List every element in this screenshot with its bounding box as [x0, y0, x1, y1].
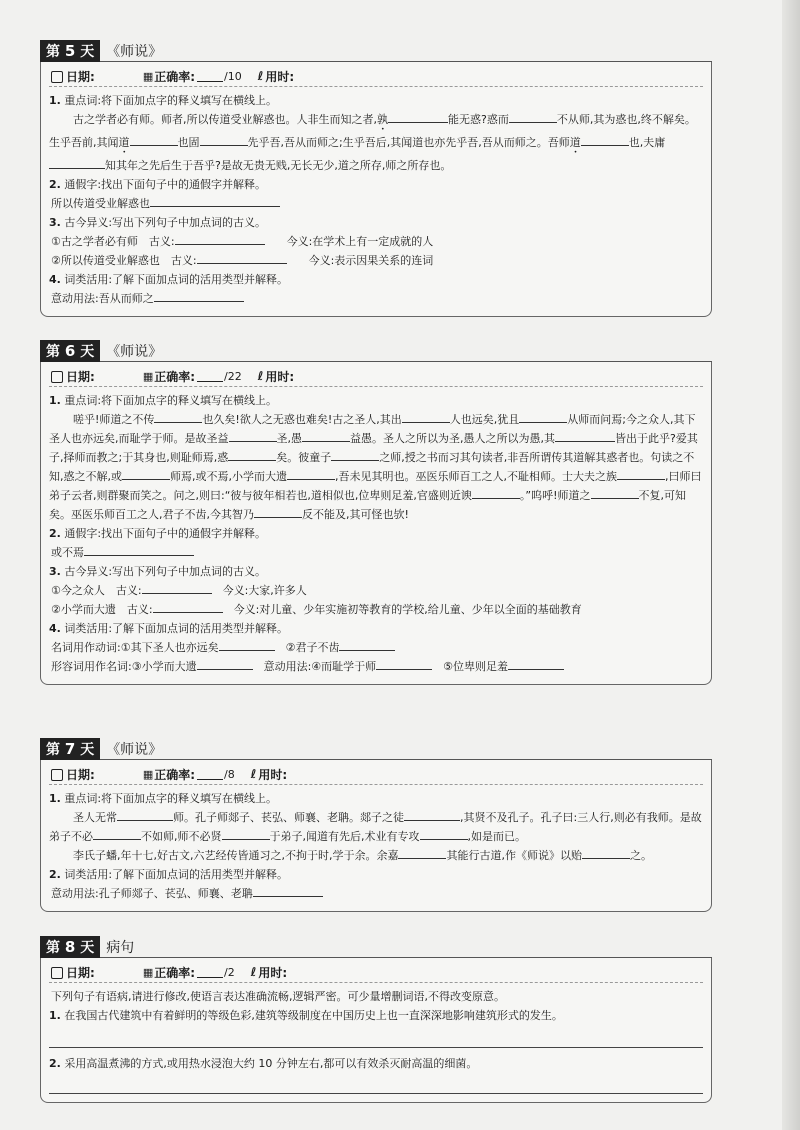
day8-intro: 下列句子有语病,请进行修改,使语言表达准确流畅,逻辑严密。可少量增删词语,不得改变原意。 — [51, 990, 505, 1003]
grid-icon: ▦ — [142, 965, 153, 979]
day8-header — [40, 936, 712, 958]
day6-passage: 嗟乎!师道之不传 也久矣!欲人之无惑也难矣!古之圣人,其出 人也远矣,犹且 从师而问焉;今之众人,其下圣人也亦远矣,而耻学于师。是故圣益 圣,愚 益愚。圣人之所以为圣,愚人之所以为愚,其 皆出于此乎?爱其子,择师而教之;于其身也,则耻师焉,惑 矣。彼童子 之师,授之书而习其句读者,非吾所谓传其道解其惑者也。句读之不知,惑之不解,或 师焉,或不焉,小学而大遗 ,吾未见其明也。巫医乐师百工之人,不耻相师。士大夫之族 ,曰师曰弟子云者,则群聚而笑之。问之,则曰:“彼与彼年相若也,道相似也,位卑则足羞,官盛则近谀 。”呜呼!师道之 不复,可知矣。巫医乐师百工之人,君子不齿,今其智乃 反不能及,其可怪也欤! — [49, 410, 703, 524]
calendar-icon — [51, 967, 63, 979]
day7-section — [40, 738, 712, 912]
day5-meta: 日期: ▦ 正确率: /10 ℓ 用时: — [49, 66, 703, 87]
day5-section — [40, 40, 712, 317]
day6-topic: 《师说》 — [106, 344, 163, 360]
day8-topic: 病句 — [106, 940, 135, 956]
accuracy-blank[interactable] — [197, 71, 223, 82]
accuracy-blank[interactable] — [197, 967, 223, 978]
day8-box: 日期: ▦ 正确率: /2 ℓ 用时: 下列句子有语病,请进行修改,使语言表达准确流畅,逻辑严密。可少量增删词语,不得改变原意。 1. 在我国古代建筑中有着鲜明的等级色彩,建筑等级制度在中国历史上也一直深深地影响建筑形式的发生。 2. 采用高温煮沸的方式,或用热水浸泡大约 10 分钟左右,都可以有效杀灭耐高温的细菌。 — [40, 958, 712, 1103]
pen-icon: ℓ — [257, 369, 264, 383]
day6-tag: 第 6 天 — [40, 340, 100, 362]
day7-passage-2: 李氏子蟠,年十七,好古文,六艺经传皆通习之,不拘于时,学于余。余嘉 其能行古道,作《师说》以贻 之。 — [49, 846, 703, 865]
day7-passage: 圣人无常 师。孔子师郯子、苌弘、师襄、老聃。郯子之徒 ,其贤不及孔子。孔子曰:三人行,则必有我师。是故弟子不必 不如师,师不必贤 于弟子,闻道有先后,术业有专攻 ,如是而已。 — [49, 808, 703, 846]
day5-tag: 第 5 天 — [40, 40, 100, 62]
accuracy-blank[interactable] — [197, 769, 223, 780]
day7-tag: 第 7 天 — [40, 738, 100, 760]
day5-topic: 《师说》 — [106, 44, 163, 60]
day6-box: 日期: ▦ 正确率: /22 ℓ 用时: 1. 重点词:将下面加点字的释义填写在横线上。 嗟乎!师道之不传 也久矣!欲人之无惑也难矣!古之圣人,其出 人也远矣,犹且 从师而问焉;今之众人,其下圣人也亦远矣,而耻学于师。是故圣益 圣,愚 益愚。圣人之所以为圣,愚人之所以为愚,其 皆出于此乎?爱其子,择师而教之;于其身也,则耻师焉,惑 矣。彼童子 之师,授之书而习其句读者,非吾所谓传其道解其惑者也。句读之不知,惑之不解,或 师焉,或不焉,小学而大遗 ,吾未见其明也。巫医乐师百工之人,不耻相师。士大夫之族 ,曰师曰弟子云者,则群聚而笑之。问之,则曰:“彼与彼年相若也,道相似也,位卑则足羞,官盛则近谀 。”呜呼!师道之 不复,可知矣。巫医乐师百工之人,君子不齿,今其智乃 反不能及,其可怪也欤! 2. 通假字:找出下面句子中的通假字并解释。 或不焉 3. 古今异义:写出下列句子中加点词的古义。 ①今之众人 古义: 今义:大家,许多人 ②小学而大遗 古义: 今义:对儿童、少年实施初等教育的学校,给儿童、少年以全面的基础教育 4. 词类活用:了解下面加点词的活用类型并解释。 名词用作动词:①其下圣人也亦远矣 ②君子不齿 形容词用作名词:③小学而大遗 意动用法:④而耻学于师 ⑤位卑则足羞 — [40, 362, 712, 685]
day7-box: 日期: ▦ 正确率: /8 ℓ 用时: 1. 重点词:将下面加点字的释义填写在横线上。 圣人无常 师。孔子师郯子、苌弘、师襄、老聃。郯子之徒 ,其贤不及孔子。孔子曰:三人行,则必有我师。是故弟子不必 不如师,师不必贤 于弟子,闻道有先后,术业有专攻 ,如是而已。 李氏子蟠,年十七,好古文,六艺经传皆通习之,不拘于时,学于余。余嘉 其能行古道,作《师说》以贻 之。 2. 词类活用:了解下面加点词的活用类型并解释。 意动用法:孔子师郯子、苌弘、师襄、老聃 — [40, 760, 712, 912]
calendar-icon — [51, 71, 63, 83]
calendar-icon — [51, 769, 63, 781]
pen-icon: ℓ — [250, 767, 257, 781]
day7-meta: 日期: ▦ 正确率: /8 ℓ 用时: — [49, 764, 703, 785]
calendar-icon — [51, 371, 63, 383]
day5-header — [40, 40, 712, 62]
day5-box: 日期: ▦ 正确率: /10 ℓ 用时: 1. 重点词:将下面加点字的释义填写在横线上。 古之学者必有师。师者,所以传道受业解惑也。人非生而知之者,孰 能无惑?惑而 不从师,其为惑也,终不解矣。生乎吾前,其闻道 也固 先乎吾,吾从而师之;生乎吾后,其闻道也亦先乎吾,吾从而师之。吾师道 也,夫庸知其年之先后生于吾乎?是故无贵无贱,无长无少,道之所存,师之所存也。 2. 通假字:找出下面句子中的通假字并解释。 所以传道受业解惑也 3. 古今异义:写出下列句子中加点词的古义。 ①古之学者必有师 古义: 今义:在学术上有一定成就的人 ②所以传道受业解惑也 古义: 今义:表示因果关系的连词 4. 词类活用:了解下面加点词的活用类型并解释。 意动用法:吾从而师之 — [40, 62, 712, 317]
day7-topic: 《师说》 — [106, 742, 163, 758]
grid-icon: ▦ — [142, 767, 153, 781]
answer-line-1[interactable] — [49, 1029, 703, 1048]
pen-icon: ℓ — [250, 965, 257, 979]
grid-icon: ▦ — [142, 69, 153, 83]
day6-meta: 日期: ▦ 正确率: /22 ℓ 用时: — [49, 366, 703, 387]
page-edge — [782, 0, 800, 1130]
pen-icon: ℓ — [257, 69, 264, 83]
grid-icon: ▦ — [142, 369, 153, 383]
day8-tag: 第 8 天 — [40, 936, 100, 958]
accuracy-blank[interactable] — [197, 371, 223, 382]
answer-line-2[interactable] — [49, 1077, 703, 1094]
day6-header — [40, 340, 712, 362]
day8-section — [40, 936, 712, 1103]
day5-passage: 古之学者必有师。师者,所以传道受业解惑也。人非生而知之者,孰 能无惑?惑而 不从师,其为惑也,终不解矣。生乎吾前,其闻道 也固 先乎吾,吾从而师之;生乎吾后,其闻道也亦先乎吾,吾从而师之。吾师道 也,夫庸知其年之先后生于吾乎?是故无贵无贱,无长无少,道之所存,师之所存也。 — [49, 110, 703, 175]
day6-section — [40, 340, 712, 685]
day8-meta: 日期: ▦ 正确率: /2 ℓ 用时: — [49, 962, 703, 983]
day7-header — [40, 738, 712, 760]
